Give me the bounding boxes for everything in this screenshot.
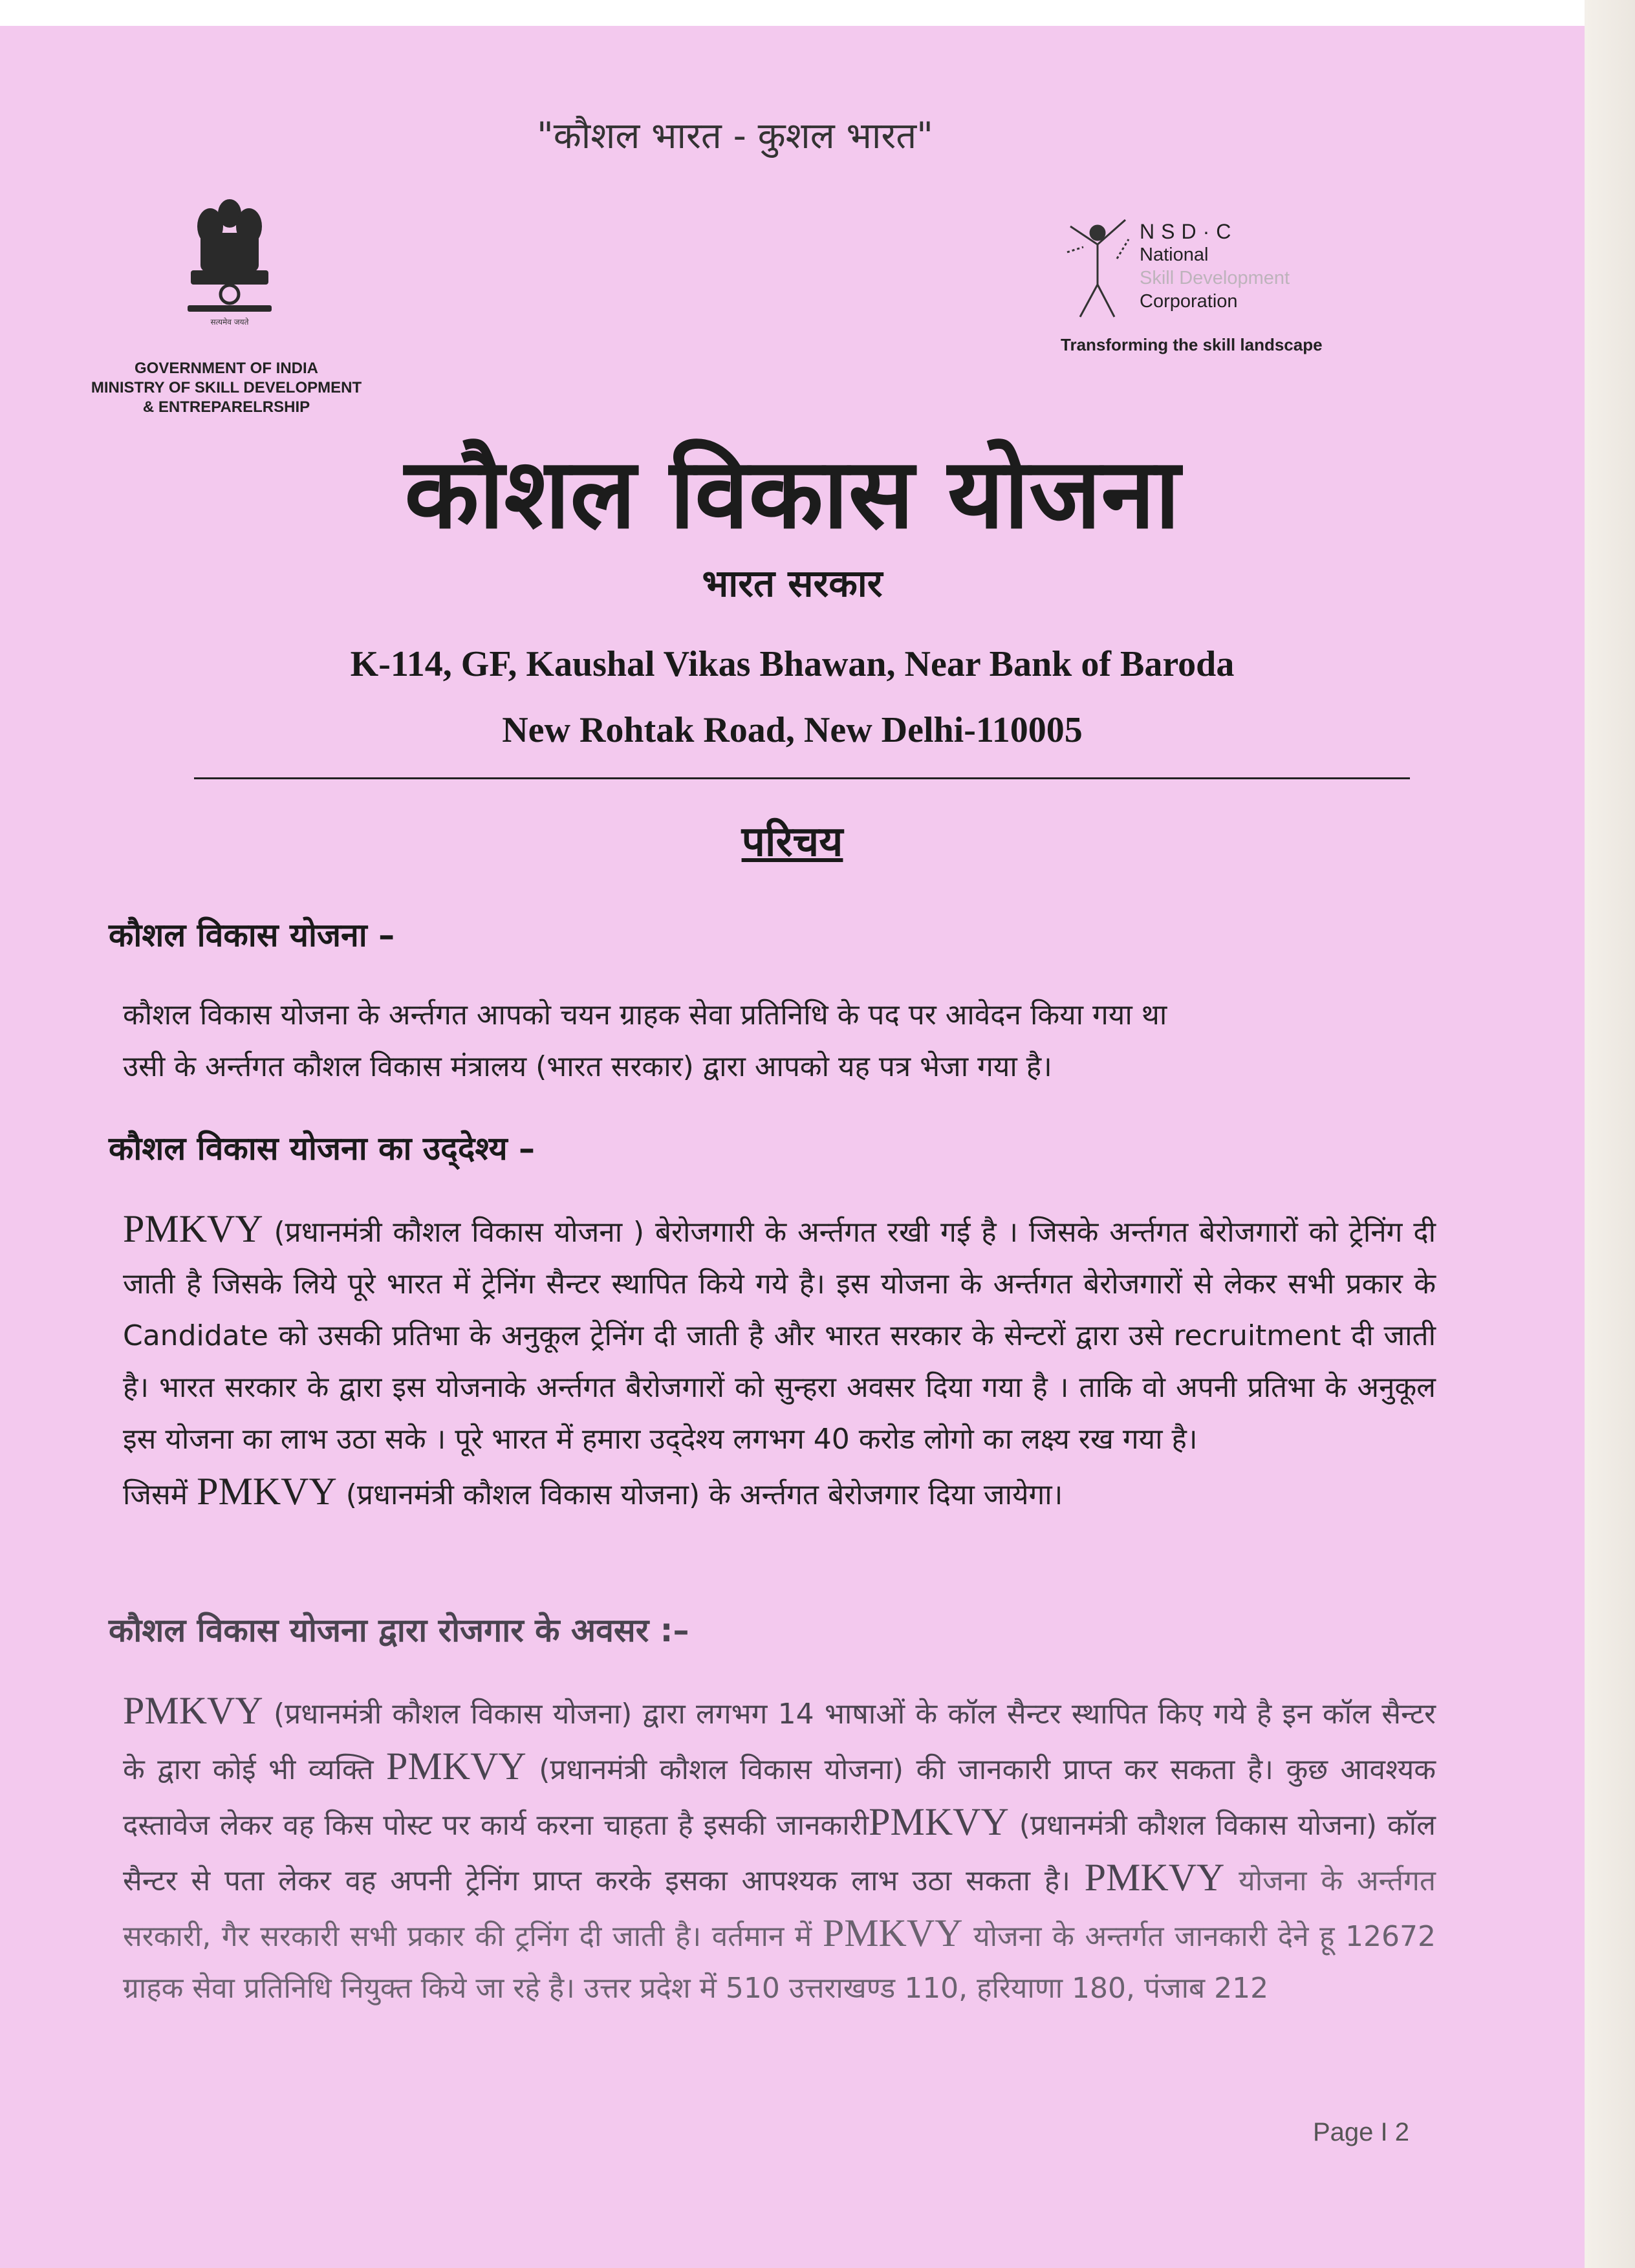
tagline: "कौशल भारत - कुशल भारत" — [537, 115, 933, 157]
heading-intro: कौशल विकास योजना – — [109, 916, 395, 954]
intro-line-2: उसी के अर्न्तगत कौशल विकास मंत्रालय (भारत सरकार) द्वारा आपको यह पत्र भेजा गया है। — [123, 1050, 1052, 1083]
nsdc-logo-icon — [1057, 213, 1135, 323]
nsdc-name-line-3: Corporation — [1140, 291, 1238, 312]
emblem-motto: सत्यमेव जयते — [210, 318, 249, 327]
intro-paragraph — [123, 989, 1436, 1093]
nsdc-name-line-1: National — [1140, 244, 1209, 265]
address-line-1: K-114, GF, Kaushal Vikas Bhawan, Near Bank of Baroda — [350, 644, 1235, 684]
objective-paragraph — [123, 1203, 1436, 1521]
pmkvy-text: PMKVY — [123, 1689, 263, 1732]
header-divider — [194, 777, 1410, 779]
nsdc-tagline: Transforming the skill landscape — [1061, 335, 1323, 354]
nsdc-abbr: NSD·C — [1140, 220, 1238, 243]
gov-line-2: MINISTRY OF SKILL DEVELOPMENT — [91, 379, 362, 396]
intro-line-1: कौशल विकास योजना के अर्न्तगत आपको चयन ग्राहक सेवा प्रतिनिधि के पद पर आवेदन किया गया था — [123, 999, 1167, 1031]
ministry-block — [84, 359, 369, 417]
pmkvy-text: PMKVY — [197, 1470, 337, 1513]
opportunities-paragraph: PMKVY (प्रधानमंत्री कौशल विकास योजना) द्वारा लगभग 14 भाषाओं के कॉल सैन्टर स्थापित किए गये है इन कॉल सैन्टर के द्वारा कोई भी व्यक्ति PMKVY (प्रधानमंत्री कौशल विकास योजना) की जानकारी प्राप्त कर सकता है। कुछ आवश्यक दस्तावेज लेकर वह किस पोस्ट पर कार्य करना चाहता है इसकी जानकारीPMKVY (प्रधानमंत्री कौशल विकास योजना) कॉल सैन्टर से पता लेकर वह अपनी ट्रेनिंग प्राप्त करके इसका आपश्यक लाभ उठा सकता है। PMKVY योजना के अर्न्तगत सरकारी, गैर सरकारी सभी प्रकार की ट्रनिंग दी जाती है। वर्तमान में PMKVY योजना के अन्तर्गत जानकारी देने हू 12672 ग्राहक सेवा प्रतिनिधि नियुक्त किये जा रहे है। उत्तर प्रदेश में 510 उत्तराखण्ड 110, हरियाणा 180, पंजाब 212 — [123, 1689, 1436, 2005]
address-line-2: New Rohtak Road, New Delhi-110005 — [502, 710, 1083, 750]
pmkvy-text: PMKVY — [386, 1745, 526, 1787]
pmkvy-text: PMKVY — [1084, 1856, 1225, 1899]
section-title: परिचय — [741, 818, 843, 866]
page-subtitle: भारत सरकार — [702, 561, 883, 605]
heading-objective: कौशल विकास योजना का उद्‌देश्य – — [109, 1130, 536, 1167]
objective-body: (प्रधानमंत्री कौशल विकास योजना ) बेरोजगारी के अर्न्तगत रखी गई है । जिसके अर्न्तगत बेरोजगारों को ट्रेनिंग दी जाती है जिसके लिये पूरे भारत में ट्रेनिंग सैन्टर स्थापित किये गये है। इस योजना के अर्न्तगत बेरोजगारों से लेकर सभी प्रकार के Candidate को उसकी प्रतिभा के अनुकूल ट्रेनिंग दी जाती है और भारत सरकार के सेन्टरों द्वारा उसे recruitment दी जाती है। भारत सरकार के द्वारा इस योजनाके अर्न्तगत बैरोजगारों को सुन्हरा अवसर दिया गया है । ताकि वो अपनी प्रतिभा के अनुकूल इस योजना का लाभ उठा सके । पूरे भारत में हमारा उद्‌देश्य लगभग 40 करोड लोगो का लक्ष्य रख गया है। — [123, 1216, 1436, 1456]
gov-line-1: GOVERNMENT OF INDIA — [134, 360, 318, 377]
paper-edge — [1585, 0, 1635, 2268]
pmkvy-text: PMKVY — [123, 1207, 263, 1250]
page-number: Page I 2 — [1313, 2118, 1410, 2146]
nsdc-name-line-2: Skill Development — [1140, 268, 1290, 288]
objective-last-line: जिसमें PMKVY (प्रधानमंत्री कौशल विकास योजना) के अर्न्तगत बेरोजगार दिया जायेगा। — [123, 1470, 1063, 1513]
national-emblem-icon — [181, 188, 278, 330]
pmkvy-text: PMKVY — [869, 1800, 1009, 1843]
heading-opportunities: कौशल विकास योजना द्वारा रोजगार के अवसर :– — [109, 1612, 689, 1649]
nsdc-name — [1140, 220, 1290, 313]
gov-line-3: & ENTREPARELRSHIP — [142, 398, 310, 416]
page-title: कौशल विकास योजना — [404, 438, 1180, 550]
pmkvy-text: PMKVY — [822, 1912, 963, 1954]
